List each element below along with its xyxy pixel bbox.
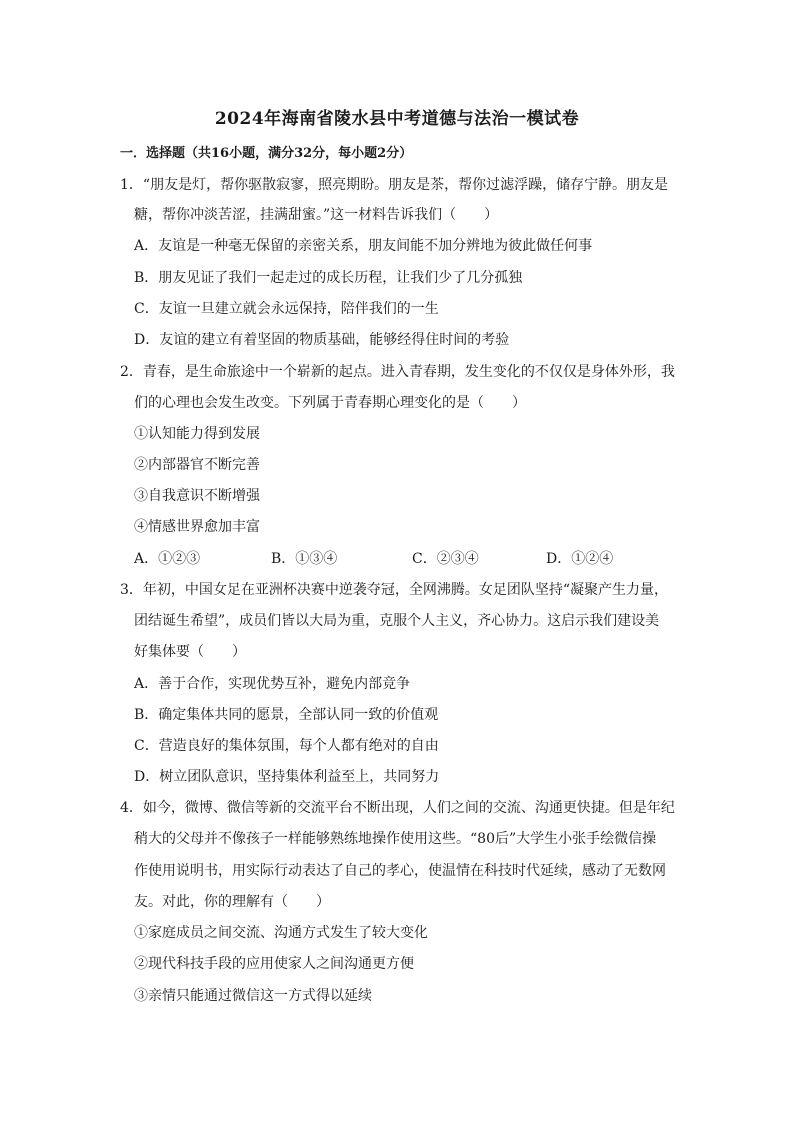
q2-choice-a[interactable]: A．①②③ [134,551,201,567]
q2-choice-b[interactable]: B．①③④ [271,551,338,567]
section-heading: 一．选择题（共16小题，满分32分，每小题2分） [120,146,413,161]
q3-option-c[interactable]: C．营造良好的集体氛围，每个人都有绝对的自由 [134,738,439,754]
q2-choice-d[interactable]: D．①②④ [546,551,614,567]
q3-option-a[interactable]: A．善于合作，实现优势互补，避免内部竞争 [134,676,411,692]
q2-choice-c[interactable]: C．②③④ [412,551,479,567]
q4-stem-line-1: 4．如今，微博、微信等新的交流平台不断出现，人们之间的交流、沟通更快捷。但是年纪 [120,800,675,816]
q2-stem-line-2: 们的心理也会发生改变。下列属于青春期心理变化的是（ ） [134,395,526,411]
q4-item-1: ①家庭成员之间交流、沟通方式发生了较大变化 [134,925,428,941]
q4-stem-line-3: 作使用说明书，用实际行动表达了自己的孝心，使温情在科技时代延续，感动了无数网 [134,863,666,879]
q4-stem-line-2: 稍大的父母并不像孩子一样能够熟练地操作使用这些。“80后”大学生小张手绘微信操 [134,831,657,847]
q2-item-2: ②内部器官不断完善 [134,457,260,473]
q3-stem-line-3: 好集体要（ ） [134,644,246,660]
q2-stem-line-1: 2．青春，是生命旅途中一个崭新的起点。进入青春期，发生变化的不仅仅是身体外形，我 [120,364,675,380]
q1-option-c[interactable]: C．友谊一旦建立就会永远保持，陪伴我们的一生 [134,301,439,317]
q3-option-d[interactable]: D．树立团队意识，坚持集体利益至上，共同努力 [134,769,440,785]
q2-item-3: ③自我意识不断增强 [134,488,260,504]
q3-option-b[interactable]: B．确定集体共同的愿景，全部认同一致的价值观 [134,707,439,723]
q1-stem-line-2: 糖，帮你冲淡苦涩，挂满甜蜜。”这一材料告诉我们（ ） [134,207,499,223]
q3-stem-line-1: 3．年初，中国女足在亚洲杯决赛中逆袭夺冠，全网沸腾。女足团队坚持“凝聚产生力量， [120,582,669,598]
q1-option-a[interactable]: A．友谊是一种毫无保留的亲密关系，朋友间能不加分辨地为彼此做任何事 [134,238,593,254]
q3-stem-line-2: 团结诞生希望”，成员们皆以大局为重，克服个人主义，齐心协力。这启示我们建设美 [134,613,660,629]
q1-option-d[interactable]: D．友谊的建立有着坚固的物质基础，能够经得住时间的考验 [134,332,510,348]
q2-item-4: ④情感世界愈加丰富 [134,519,260,535]
page-title: 2024年海南省陵水县中考道德与法治一模试卷 [214,109,580,129]
q1-option-b[interactable]: B．朋友见证了我们一起走过的成长历程，让我们少了几分孤独 [134,270,523,286]
q4-stem-line-4: 友。对此，你的理解有（ ） [134,894,330,910]
q1-stem-line-1: 1．“朋友是灯，帮你驱散寂寥，照亮期盼。朋友是茶，帮你过滤浮躁，储存宁静。朋友是 [120,177,669,193]
q4-item-2: ②现代科技手段的应用使家人之间沟通更方便 [134,956,414,972]
q2-item-1: ①认知能力得到发展 [134,426,260,442]
q4-item-3: ③亲情只能通过微信这一方式得以延续 [134,988,372,1004]
